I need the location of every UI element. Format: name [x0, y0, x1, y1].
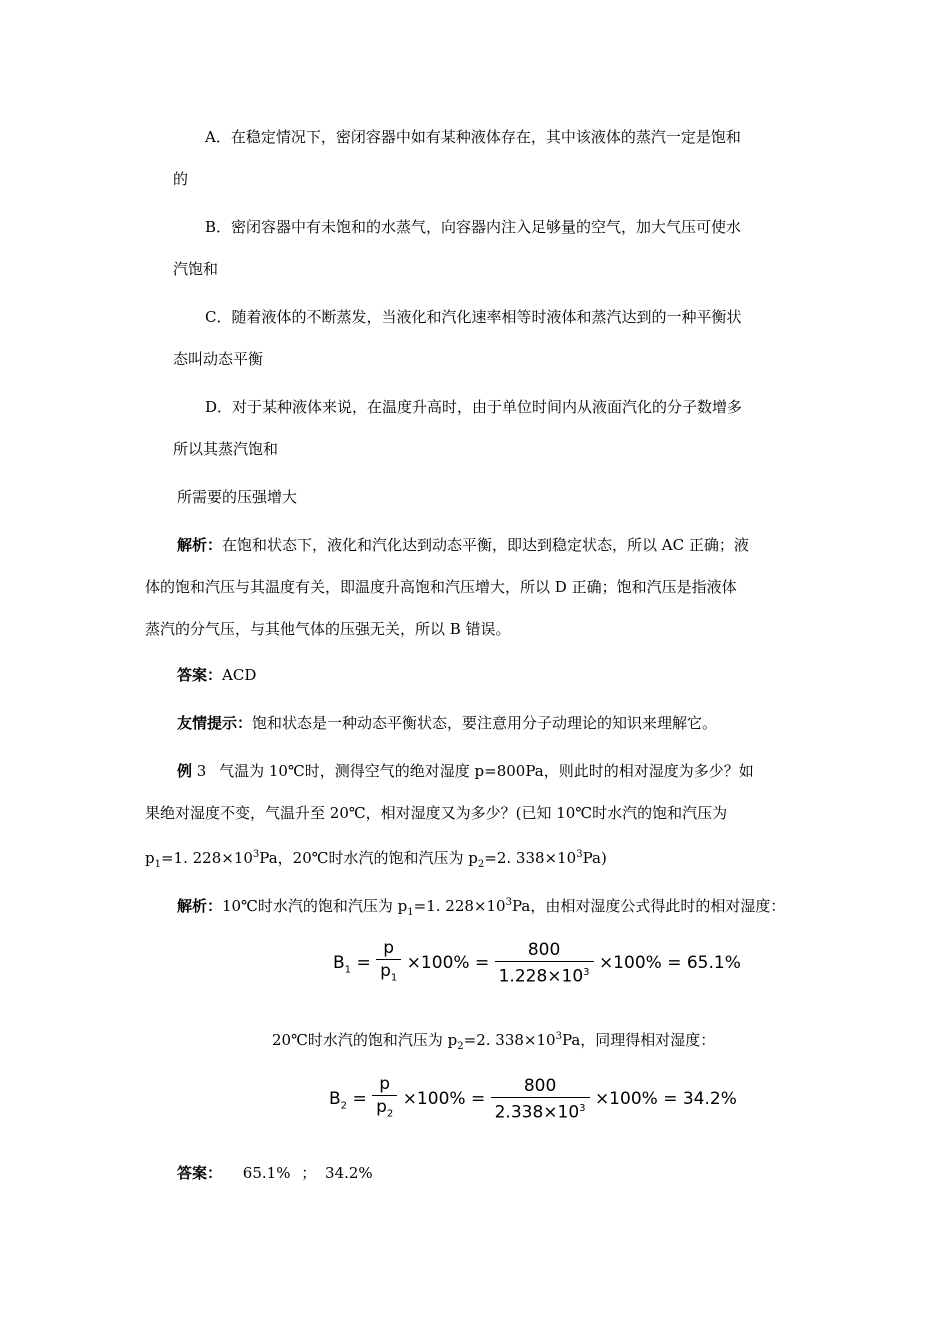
- subscript: 2: [386, 1108, 394, 1120]
- superscript: 3: [579, 1102, 586, 1114]
- times-100: ×100%: [598, 953, 662, 974]
- analysis-label: 解析：: [177, 536, 223, 554]
- answer-value-2: 34.2%: [325, 1164, 373, 1182]
- answer-value: ACD: [222, 666, 257, 684]
- superscript: 3: [583, 966, 590, 978]
- superscript: 3: [252, 849, 260, 860]
- numerator: 800: [491, 1075, 590, 1098]
- example-text: 气温为 10℃时，测得空气的绝对湿度 p=800Pa，则此时的相对湿度为多少？如: [219, 762, 754, 780]
- option-a-line1: A．在稳定情况下，密闭容器中如有某种液体存在，其中该液体的蒸汽一定是饱和: [205, 128, 741, 146]
- subscript: 1: [154, 859, 161, 870]
- tip-text: 饱和状态是一种动态平衡状态，要注意用分子动理论的知识来理解它。: [252, 714, 718, 732]
- analysis-2-line2: [272, 1027, 715, 1057]
- formula-1: [333, 937, 741, 989]
- example-3-line3: [145, 845, 607, 875]
- den-value: 2.338×10: [494, 1102, 580, 1123]
- analysis-label: 解析：: [177, 897, 223, 915]
- fraction-p-over-p1: [376, 937, 401, 989]
- subscript: 1: [390, 972, 398, 984]
- times-100: ×100%: [594, 1089, 658, 1110]
- formula-lhs: B: [329, 1089, 341, 1110]
- fraction-p-over-p2: [372, 1073, 397, 1125]
- subscript: 2: [457, 1041, 464, 1052]
- text-seg: =2. 338×10: [463, 1031, 556, 1049]
- analysis-text: 在饱和状态下，液化和汽化达到动态平衡，即达到稳定状态，所以 AC 正确；液: [222, 536, 749, 554]
- den-var: p: [376, 1097, 387, 1117]
- example-label: 例: [177, 762, 193, 780]
- text-seg: =1. 228×10: [160, 849, 253, 867]
- denominator: [495, 962, 594, 988]
- fraction-800: [495, 939, 594, 988]
- subscript: 1: [344, 964, 352, 976]
- subscript: 2: [477, 859, 485, 870]
- denominator: [491, 1098, 590, 1124]
- den-var: p: [380, 961, 391, 981]
- var-p: p: [145, 849, 155, 867]
- den-value: 1.228×10: [498, 966, 584, 987]
- equals: =: [667, 953, 682, 974]
- text-seg: Pa，由相对湿度公式得此时的相对湿度：: [511, 897, 786, 915]
- option-b-line2: 汽饱和: [173, 260, 219, 278]
- analysis-line-3: 蒸汽的分气压，与其他气体的压强无关，所以 B 错误。: [145, 620, 511, 638]
- superscript: 3: [555, 1031, 562, 1042]
- equals: =: [663, 1089, 678, 1110]
- times-100: ×100%: [402, 1089, 466, 1110]
- example-3-line1: [177, 761, 754, 781]
- example-3-line2: 果绝对湿度不变，气温升至 20℃，相对湿度又为多少？(已知 10℃时水汽的饱和汽压为: [145, 804, 728, 822]
- numerator: 800: [495, 939, 594, 962]
- tip-label: 友情提示：: [177, 714, 253, 732]
- analysis-line-2: 体的饱和汽压与其温度有关，即温度升高饱和汽压增大，所以 D 正确；饱和汽压是指液体: [145, 578, 737, 596]
- denominator: [376, 960, 401, 989]
- tip: [177, 713, 717, 733]
- option-d-line2: 所以其蒸汽饱和: [173, 440, 279, 458]
- numerator: p: [372, 1073, 397, 1096]
- denominator: [372, 1096, 397, 1125]
- superscript: 3: [505, 897, 512, 908]
- equals: =: [352, 1089, 367, 1110]
- answer-value-1: 65.1%: [242, 1164, 291, 1182]
- answer-separator: ；: [301, 1164, 317, 1182]
- numerator: p: [376, 937, 401, 960]
- text-seg: Pa，同理得相对湿度：: [561, 1031, 716, 1049]
- option-d-line3: 所需要的压强增大: [177, 488, 298, 506]
- option-d-line1: D．对于某种液体来说，在温度升高时，由于单位时间内从液面汽化的分子数增多: [205, 398, 743, 416]
- text-seg: 20℃时水汽的饱和汽压为 p: [272, 1031, 458, 1049]
- text-seg: Pa，20℃时水汽的饱和汽压为 p: [259, 849, 478, 867]
- text-seg: =1. 228×10: [413, 897, 506, 915]
- fraction-800: [491, 1075, 590, 1124]
- formula-result: 34.2%: [682, 1089, 737, 1110]
- example-number: 3: [196, 762, 207, 780]
- option-a-line2: 的: [173, 170, 189, 188]
- analysis-paragraph-1: [177, 535, 749, 555]
- formula-lhs: B: [333, 953, 345, 974]
- subscript: 2: [340, 1100, 348, 1112]
- superscript: 3: [576, 849, 583, 860]
- answer-label: 答案：: [177, 666, 223, 684]
- equals: =: [474, 953, 490, 974]
- text-seg: =2. 338×10: [484, 849, 577, 867]
- option-c-line1: C．随着液体的不断蒸发，当液化和汽化速率相等时液体和蒸汽达到的一种平衡状: [205, 308, 742, 326]
- option-b-line1: B．密闭容器中有未饱和的水蒸气，向容器内注入足够量的空气，加大气压可使水: [205, 218, 742, 236]
- option-c-line2: 态叫动态平衡: [173, 350, 264, 368]
- equals: =: [356, 953, 371, 974]
- equals: =: [470, 1089, 486, 1110]
- analysis-2-line1: [177, 893, 785, 923]
- subscript: 1: [407, 907, 414, 918]
- formula-result: 65.1%: [686, 953, 741, 974]
- text-seg: 10℃时水汽的饱和汽压为 p: [222, 897, 408, 915]
- text-seg: Pa): [582, 849, 607, 867]
- answer-1: [177, 665, 256, 685]
- answer-2: [177, 1163, 373, 1183]
- formula-2: [329, 1073, 737, 1125]
- times-100: ×100%: [406, 953, 470, 974]
- answer-label: 答案：: [177, 1164, 223, 1182]
